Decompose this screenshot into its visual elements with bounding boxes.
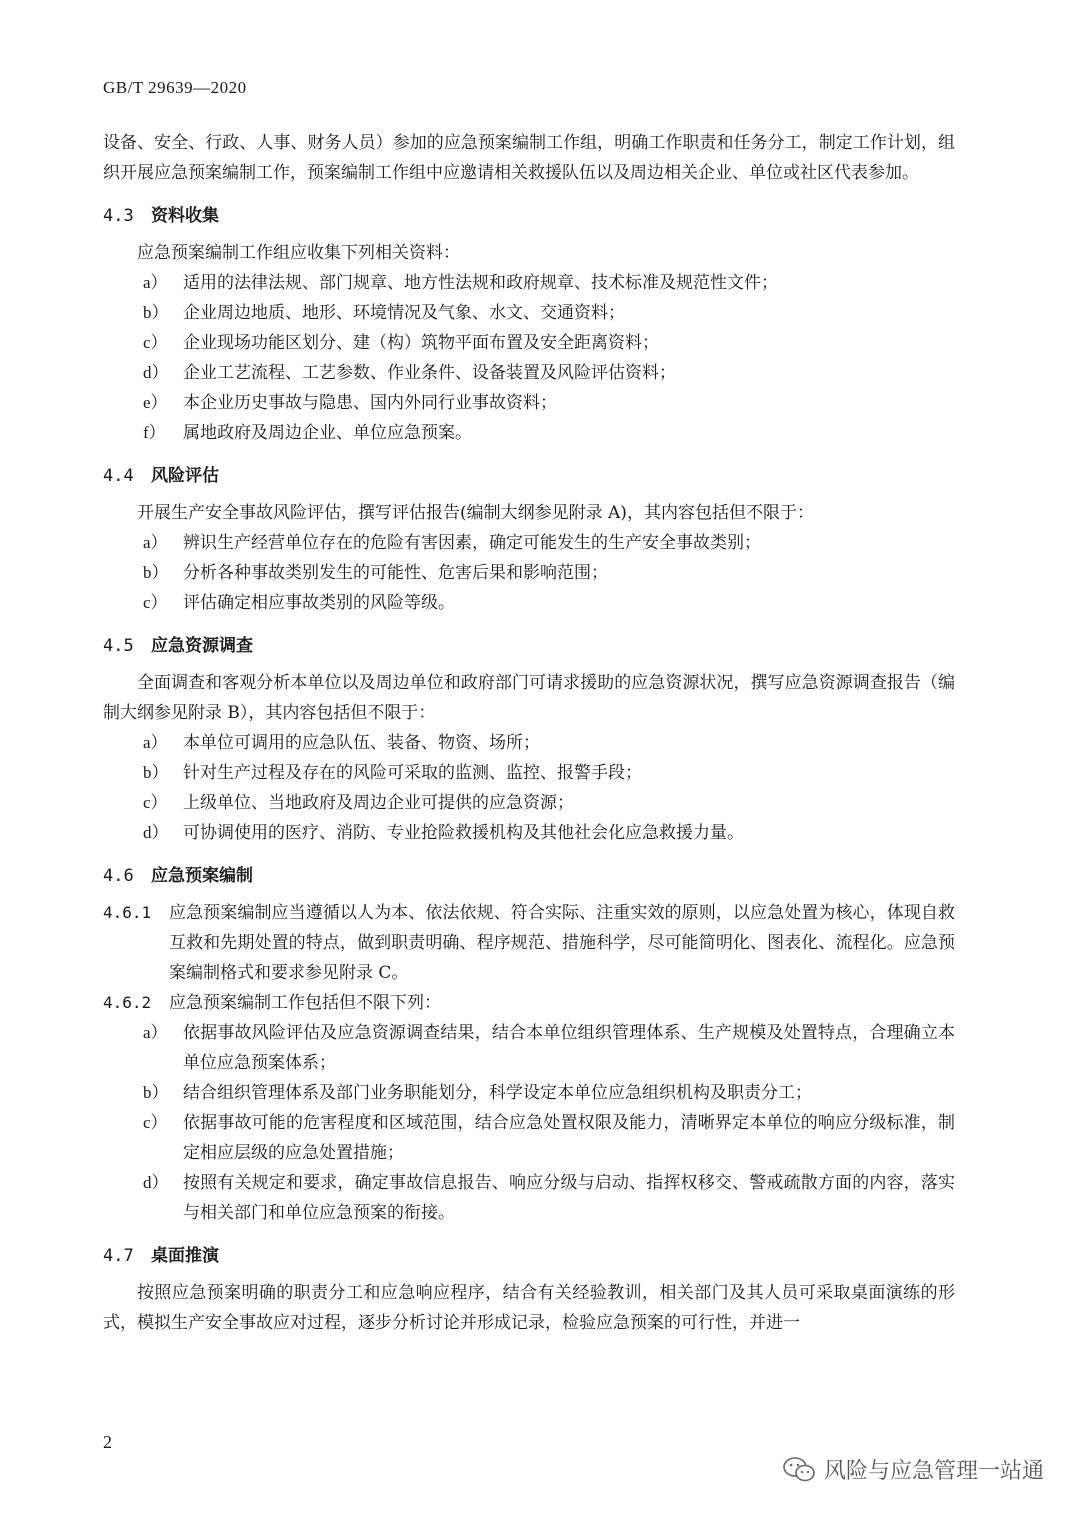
list-4-3	[103, 268, 955, 448]
page-number: 2	[103, 1432, 112, 1452]
section-heading-4-5	[103, 626, 955, 666]
list-item	[103, 328, 955, 358]
wechat-icon	[782, 1456, 816, 1484]
list-item	[103, 388, 955, 418]
list-item	[103, 728, 955, 758]
list-label: a）	[143, 273, 168, 292]
list-label: b）	[143, 563, 169, 582]
section-number: 4.6	[103, 866, 134, 886]
intro-paragraph: 设备、安全、行政、人事、财务人员）参加的应急预案编制工作组，明确工作职责和任务分工，制定工作计划，组织开展应急预案编制工作，预案编制工作组中应邀请相关救援队伍以及周边相关企业、单位或社区代表参加。	[103, 133, 955, 183]
list-text: 结合组织管理体系及部门业务职能划分，科学设定本单位应急组织机构及职责分工；	[183, 1083, 812, 1103]
list-label: c）	[143, 1113, 168, 1132]
watermark-text: 风险与应急管理一站通	[823, 1459, 1044, 1484]
list-label: a）	[143, 733, 168, 752]
list-item	[103, 818, 955, 848]
list-text: 企业工艺流程、工艺参数、作业条件、设备装置及风险评估资料；	[183, 363, 676, 383]
list-text: 企业现场功能区划分、建（构）筑物平面布置及安全距离资料；	[183, 333, 659, 353]
list-label: d）	[143, 1173, 169, 1192]
list-text: 适用的法律法规、部门规章、地方性法规和政府规章、技术标准及规范性文件；	[183, 273, 778, 293]
list-label: c）	[143, 333, 168, 352]
section-number: 4.5	[103, 636, 134, 656]
section-heading-4-4	[103, 456, 955, 496]
list-item	[103, 1108, 955, 1168]
list-label: d）	[143, 823, 169, 842]
list-label: a）	[143, 533, 168, 552]
standard-number-header: GB/T 29639—2020	[103, 78, 247, 97]
list-text: 按照有关规定和要求，确定事故信息报告、响应分级与启动、指挥权移交、警戒疏散方面的内容，落实与相关部门和单位应急预案的衔接。	[183, 1173, 955, 1223]
section-number: 4.4	[103, 466, 134, 486]
list-item	[103, 788, 955, 818]
section-heading-4-6	[103, 856, 955, 896]
clause-4-6-1	[103, 898, 955, 988]
list-text: 依据事故可能的危害程度和区域范围，结合应急处置权限及能力，清晰界定本单位的响应分级标准，制定相应层级的应急处置措施；	[183, 1113, 955, 1163]
list-item	[103, 558, 955, 588]
list-text: 针对生产过程及存在的风险可采取的监测、监控、报警手段；	[183, 763, 642, 783]
watermark	[782, 1454, 1044, 1485]
list-text: 企业周边地质、地形、环境情况及气象、水文、交通资料；	[183, 303, 625, 323]
list-item	[103, 1168, 955, 1228]
section-title: 资料收集	[151, 206, 219, 226]
section-number: 4.7	[103, 1246, 134, 1266]
list-4-5	[103, 728, 955, 848]
list-text: 依据事故风险评估及应急资源调查结果，结合本单位组织管理体系、生产规模及处置特点，合理确立本单位应急预案体系；	[183, 1023, 955, 1073]
list-label: a）	[143, 1023, 168, 1042]
section-number: 4.3	[103, 206, 134, 226]
list-text: 辨识生产经营单位存在的危险有害因素，确定可能发生的生产安全事故类别；	[183, 533, 761, 553]
list-text: 本企业历史事故与隐患、国内外同行业事故资料；	[183, 393, 557, 413]
list-item	[103, 418, 955, 448]
list-item	[103, 268, 955, 298]
list-label: c）	[143, 793, 168, 812]
list-label: e）	[143, 393, 168, 412]
list-text: 可协调使用的医疗、消防、专业抢险救援机构及其他社会化应急救援力量。	[183, 823, 744, 843]
list-label: d）	[143, 363, 169, 382]
list-text: 本单位可调用的应急队伍、装备、物资、场所；	[183, 733, 540, 753]
section-lead: 应急预案编制工作组应收集下列相关资料：	[137, 243, 460, 263]
section-heading-4-7	[103, 1236, 955, 1276]
section-title: 应急资源调查	[151, 636, 253, 656]
section-title: 桌面推演	[151, 1246, 219, 1266]
list-item	[103, 1018, 955, 1078]
clause-text: 应急预案编制工作包括但不限下列：	[169, 993, 441, 1013]
section-title: 风险评估	[151, 466, 219, 486]
list-label: b）	[143, 763, 169, 782]
list-text: 属地政府及周边企业、单位应急预案。	[183, 423, 472, 443]
list-item	[103, 758, 955, 788]
clause-number: 4.6.1	[103, 903, 152, 922]
list-4-4	[103, 528, 955, 618]
clause-text: 应急预案编制应当遵循以人为本、依法依规、符合实际、注重实效的原则，以应急处置为核心，体现自救互救和先期处置的特点，做到职责明确、程序规范、措施科学，尽可能简明化、图表化、流程化。应急预案编制格式和要求参见附录 C。	[169, 903, 955, 983]
list-item	[103, 1078, 955, 1108]
section-paragraph: 按照应急预案明确的职责分工和应急响应程序，结合有关经验教训，相关部门及其人员可采取桌面演练的形式，模拟生产安全事故应对过程，逐步分析讨论并形成记录，检验应急预案的可行性，并进一	[103, 1283, 955, 1333]
list-text: 上级单位、当地政府及周边企业可提供的应急资源；	[183, 793, 574, 813]
list-label: c）	[143, 593, 168, 612]
section-lead: 开展生产安全事故风险评估，撰写评估报告(编制大纲参见附录 A)，其内容包括但不限于：	[137, 503, 814, 523]
clause-number: 4.6.2	[103, 993, 152, 1012]
list-item	[103, 528, 955, 558]
list-text: 分析各种事故类别发生的可能性、危害后果和影响范围；	[183, 563, 608, 583]
section-title: 应急预案编制	[151, 866, 253, 886]
list-label: f）	[143, 423, 166, 442]
list-text: 评估确定相应事故类别的风险等级。	[183, 593, 455, 613]
document-body	[103, 128, 955, 1338]
section-lead: 全面调查和客观分析本单位以及周边单位和政府部门可请求援助的应急资源状况，撰写应急资源调查报告（编制大纲参见附录 B），其内容包括但不限于：	[103, 673, 955, 723]
list-label: b）	[143, 1083, 169, 1102]
list-item	[103, 298, 955, 328]
section-heading-4-3	[103, 196, 955, 236]
list-label: b）	[143, 303, 169, 322]
list-item	[103, 588, 955, 618]
clause-4-6-2	[103, 988, 955, 1018]
list-item	[103, 358, 955, 388]
list-4-6-2	[103, 1018, 955, 1228]
